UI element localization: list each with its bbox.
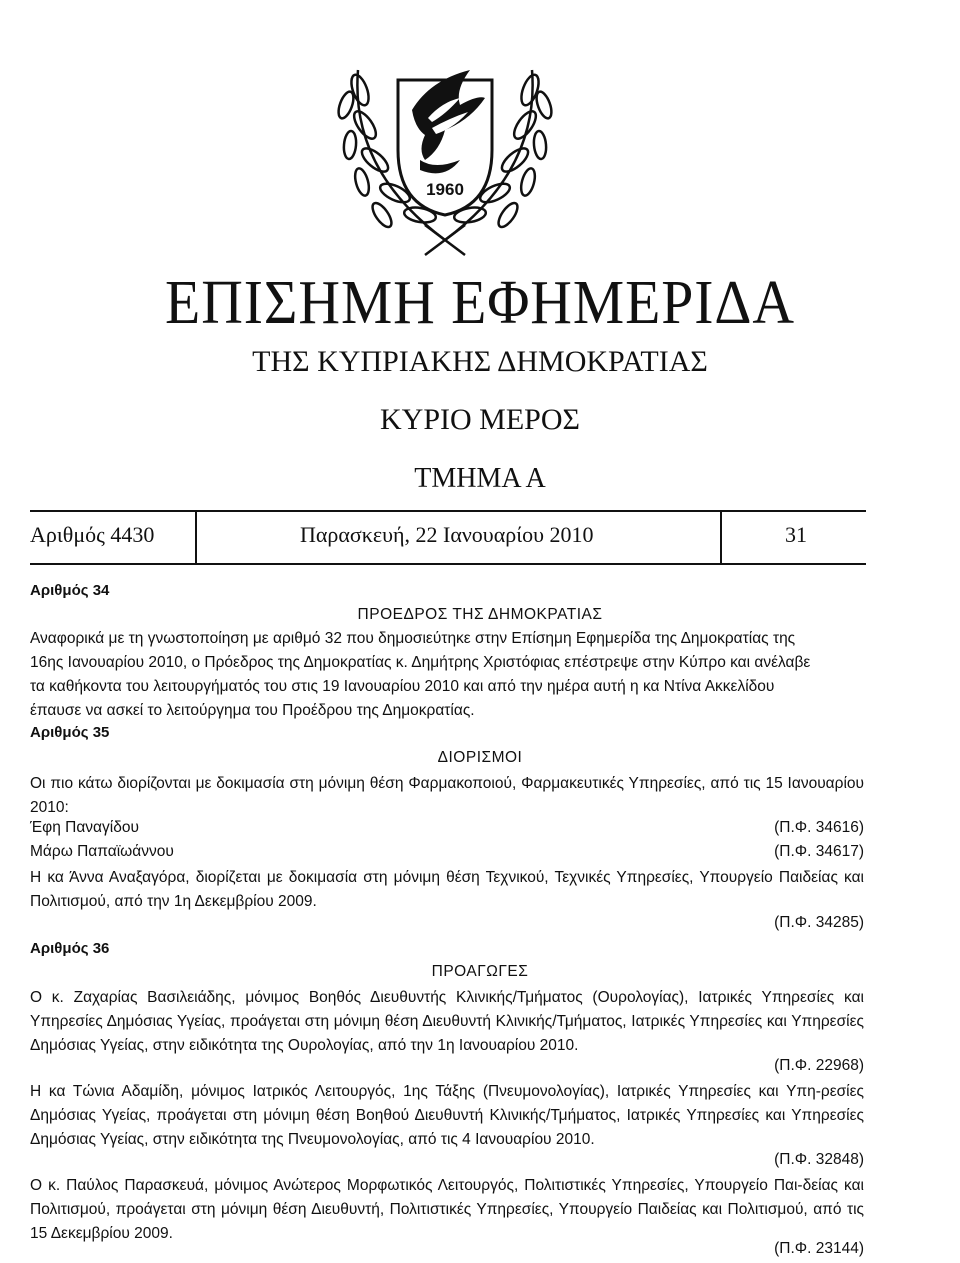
promotion-text: Η κα Τώνια Αδαμίδη, μόνιμος Ιατρικός Λειτουργός, 1ης Τάξης (Πνευμονολογίας), Ιατρικές Υπηρεσίες και Υπη-ρεσίες Δημόσιας Υγείας, προάγεται στη μόνιμη θέση Βοηθού Διευθυντή Κλινικής/Τμήματος, Ιατρικές Υπηρεσίες και Υπηρεσίες Δημόσιας Υγείας, στην ειδικότητα της Πνευμονολογίας, από τις 4 Ιανουαρίου 2010. xyxy=(30,1083,864,1148)
appointee-name: Έφη Παναγίδου xyxy=(30,819,139,836)
promotion-ref: (Π.Φ. 32848) xyxy=(774,1151,864,1168)
seal-year: 1960 xyxy=(426,180,464,199)
promotion-text: Ο κ. Παύλος Παρασκευά, μόνιμος Ανώτερος Μορφωτικός Λειτουργός, Πολιτιστικές Υπηρεσίες, Υπουργείο Παι-δείας και Πολιτισμού, προάγεται στη μόνιμη θέση Διευθυντή, Πολιτιστικές Υπηρεσίες, Υπουργείο Παιδείας και Πολιτισμού, από τις 15 Δεκεμβρίου 2009. xyxy=(30,1177,864,1242)
promotion-text: Ο κ. Ζαχαρίας Βασιλειάδης, μόνιμος Βοηθός Διευθυντής Κλινικής/Τμήματος (Ουρολογίας), Ιατρικές Υπηρεσίες και Υπηρεσίες Δημόσιας Υγείας, προάγεται στη μόνιμη θέση Διευθυντή Κλινικής/Τμήματος, Ιατρικές Υπηρεσίες και Υπηρεσίες Δημόσιας Υγείας, στην ειδικότητα της Ουρολογίας, από την 1η Ιανουαρίου 2010. xyxy=(30,989,864,1054)
notice-34-line: έπαυσε να ασκεί το λειτούργημα του Προέδρου της Δημοκρατίας. xyxy=(30,702,475,719)
notice-34-line: 16ης Ιανουαρίου 2010, ο Πρόεδρος της Δημοκρατίας κ. Δημήτρης Χριστόφιας επέστρεψε στην Κύπρο και ανέλαβε xyxy=(30,654,811,671)
issue-number: Αριθμός 4430 xyxy=(30,522,155,547)
notice-34-line: Αναφορικά με τη γνωστοποίηση με αριθμό 32 που δημοσιεύτηκε στην Επίσημη Εφημερίδα της Δημοκρατίας της xyxy=(30,630,796,647)
gazette-section: ΤΜΗΜΑ Α xyxy=(414,463,546,494)
issue-bar-bottom-rule xyxy=(30,563,866,565)
notice-34-heading: ΠΡΟΕΔΡΟΣ ΤΗΣ ΔΗΜΟΚΡΑΤΙΑΣ xyxy=(357,606,603,623)
issue-page-number: 31 xyxy=(785,522,807,547)
gazette-subtitle: ΤΗΣ ΚΥΠΡΙΑΚΗΣ ΔΗΜΟΚΡΑΤΙΑΣ xyxy=(252,345,708,378)
issue-info-bar xyxy=(30,510,866,568)
gazette-part: ΚΥΡΙΟ ΜΕΡΟΣ xyxy=(380,403,580,436)
appointee-name: Μάρω Παπαϊωάννου xyxy=(30,843,174,860)
notice-34-number: Αριθμός 34 xyxy=(30,582,110,599)
notice-36-number: Αριθμός 36 xyxy=(30,940,110,957)
appointee-ref: (Π.Φ. 34616) xyxy=(774,819,864,836)
notice-34-line: τα καθήκοντα του λειτουργήματός του στις 19 Ιανουαρίου 2010 και από την ημέρα αυτή η κα Ντίνα Ακκελίδου xyxy=(30,678,775,695)
issue-bar-divider-left xyxy=(195,510,197,565)
notice-36-heading: ΠΡΟΑΓΩΓΕΣ xyxy=(431,963,529,980)
coat-of-arms-seal xyxy=(320,10,570,260)
issue-bar-top-rule xyxy=(30,510,866,512)
notice-35-heading: ΔΙΟΡΙΣΜΟΙ xyxy=(437,749,523,766)
gazette-title: ΕΠΙΣΗΜΗ ΕΦΗΜΕΡΙΔΑ xyxy=(165,269,795,337)
promotion-ref: (Π.Φ. 22968) xyxy=(774,1057,864,1074)
notice-35-extra-ref: (Π.Φ. 34285) xyxy=(774,914,864,931)
issue-bar-divider-right xyxy=(720,510,722,565)
issue-date: Παρασκευή, 22 Ιανουαρίου 2010 xyxy=(300,522,594,547)
notice-35-intro: Οι πιο κάτω διορίζονται με δοκιμασία στη μόνιμη θέση Φαρμακοποιού, Φαρμακευτικές Υπηρεσίες, από τις 15 Ιανουαρίου 2010: xyxy=(30,775,864,816)
appointee-ref: (Π.Φ. 34617) xyxy=(774,843,864,860)
promotion-ref: (Π.Φ. 23144) xyxy=(774,1240,864,1257)
notice-35-number: Αριθμός 35 xyxy=(30,724,110,741)
notice-35-extra: Η κα Άννα Αναξαγόρα, διορίζεται με δοκιμασία στη μόνιμη θέση Τεχνικού, Τεχνικές Υπηρεσίες, Υπουργείο Παιδείας και Πολιτισμού, από την 1η Δεκεμβρίου 2009. xyxy=(30,869,864,910)
